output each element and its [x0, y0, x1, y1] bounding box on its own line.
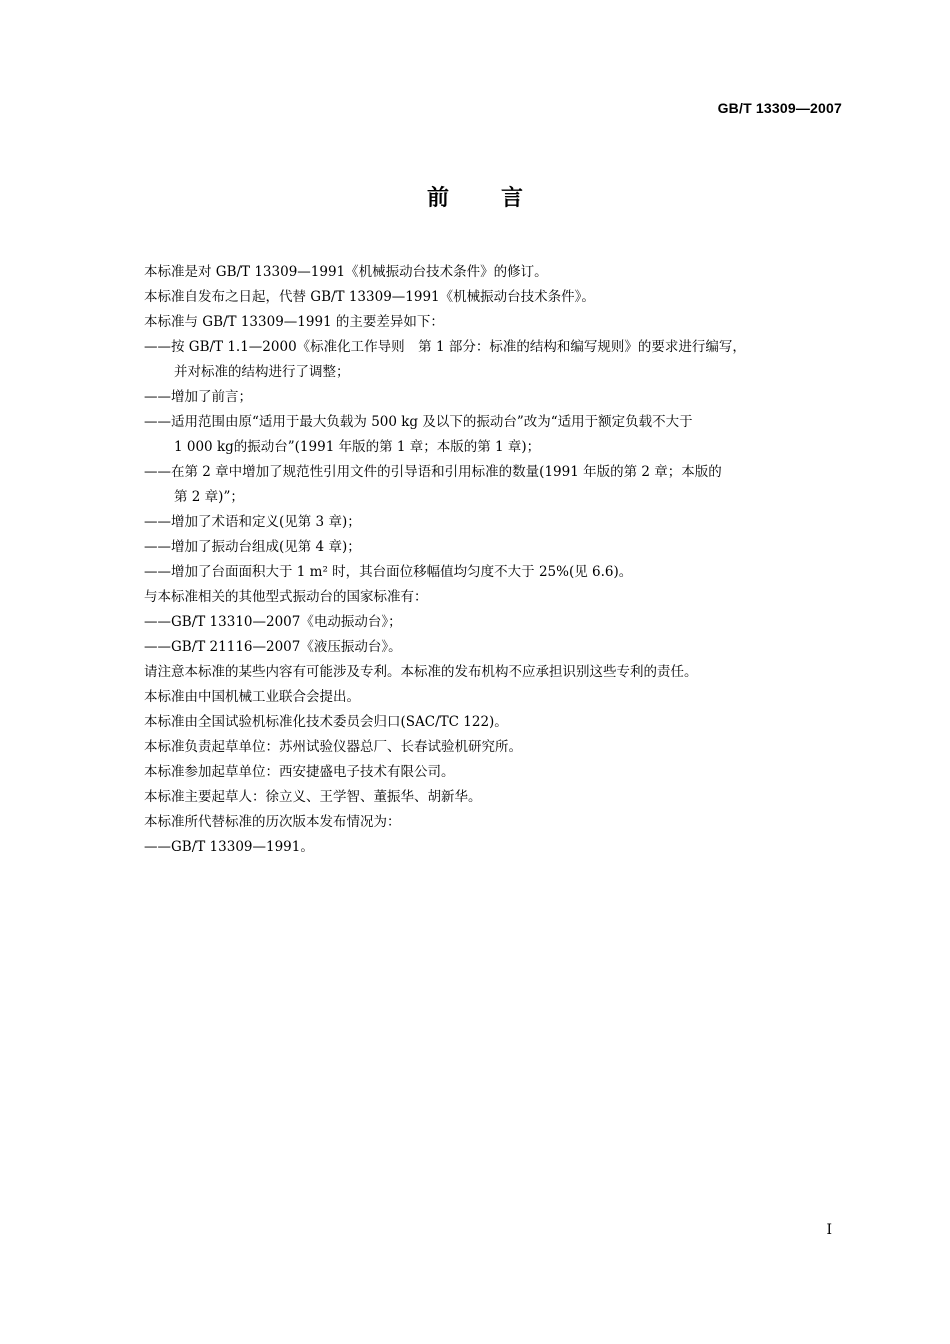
- paragraph: 本标准由中国机械工业联合会提出。: [144, 689, 360, 705]
- list-item: ——GB/T 13310—2007《电动振动台》；: [144, 614, 402, 630]
- list-item-continuation: 1 000 kg的振动台”(1991 年版的第 1 章；本版的第 1 章)；: [174, 439, 541, 455]
- list-item-continuation: 第 2 章)”；: [174, 489, 244, 505]
- paragraph: 本标准参加起草单位：西安捷盛电子技术有限公司。: [144, 764, 455, 780]
- paragraph: 本标准所代替标准的历次版本发布情况为：: [144, 814, 401, 830]
- paragraph: 请注意本标准的某些内容有可能涉及专利。本标准的发布机构不应承担识别这些专利的责任。: [144, 664, 698, 680]
- foreword-body: [144, 260, 844, 860]
- list-item: ——增加了术语和定义(见第 3 章)；: [144, 514, 361, 530]
- paragraph: 本标准是对 GB/T 13309—1991《机械振动台技术条件》的修订。: [144, 264, 548, 280]
- list-item: ——在第 2 章中增加了规范性引用文件的引导语和引用标准的数量(1991 年版的第 2 章；本版的: [144, 464, 722, 480]
- paragraph: 本标准负责起草单位：苏州试验仪器总厂、长春试验机研究所。: [144, 739, 522, 755]
- list-item: ——GB/T 21116—2007《液压振动台》。: [144, 639, 402, 655]
- standard-number: GB/T 13309—2007: [717, 100, 842, 116]
- page-number: I: [826, 1222, 832, 1238]
- list-item: ——增加了台面面积大于 1 m² 时，其台面位移幅值均匀度不大于 25%(见 6.6)。: [144, 564, 633, 580]
- list-item: ——按 GB/T 1.1—2000《标准化工作导则 第 1 部分：标准的结构和编写规则》的要求进行编写，: [144, 339, 746, 355]
- list-item: ——增加了前言；: [144, 389, 252, 405]
- paragraph: 本标准主要起草人：徐立义、王学智、董振华、胡新华。: [144, 789, 482, 805]
- paragraph: 本标准由全国试验机标准化技术委员会归口(SAC/TC 122)。: [144, 714, 508, 730]
- page-title: 前言: [426, 186, 575, 211]
- paragraph: 与本标准相关的其他型式振动台的国家标准有：: [144, 589, 428, 605]
- paragraph: 本标准与 GB/T 13309—1991 的主要差异如下：: [144, 314, 444, 330]
- list-item: ——增加了振动台组成(见第 4 章)；: [144, 539, 361, 555]
- list-item: ——GB/T 13309—1991。: [144, 839, 314, 855]
- paragraph: 本标准自发布之日起，代替 GB/T 13309—1991《机械振动台技术条件》。: [144, 289, 595, 305]
- list-item-continuation: 并对标准的结构进行了调整；: [174, 364, 350, 380]
- list-item: ——适用范围由原“适用于最大负载为 500 kg 及以下的振动台”改为“适用于额定负载不大于: [144, 414, 693, 430]
